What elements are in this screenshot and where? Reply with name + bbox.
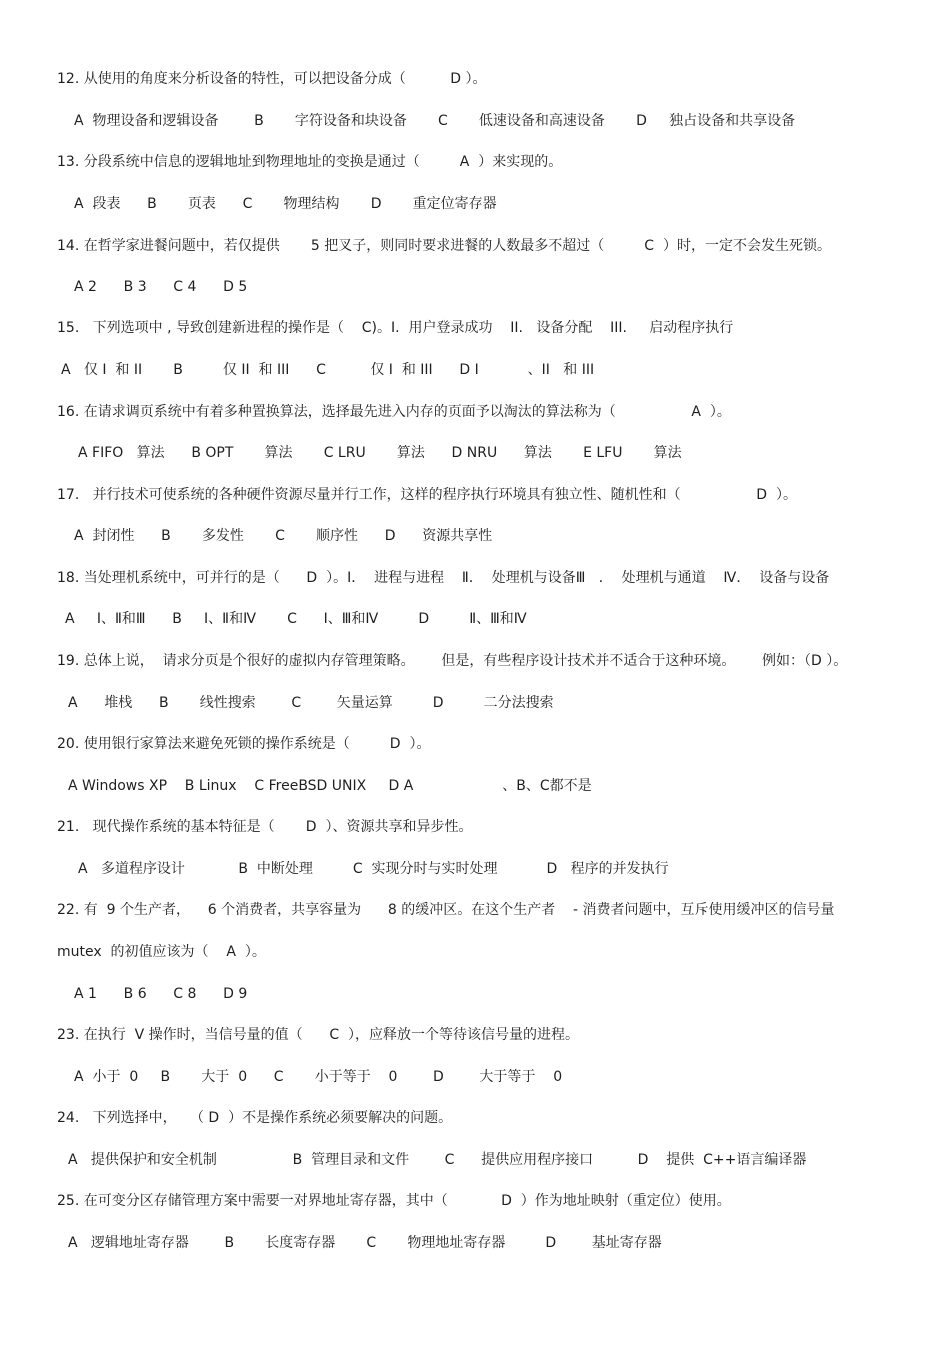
question-13-options: A 段表 B 页表 C 物理结构 D 重定位寄存器 [74,196,497,212]
question-21-stem: 21. 现代操作系统的基本特征是（ D ）、资源共享和异步性。 [57,819,473,835]
question-14-stem: 14. 在哲学家进餐问题中，若仅提供 5 把叉子，则同时要求进餐的人数最多不超过（ C ）时，一定不会发生死锁。 [57,238,831,254]
question-12-stem: 12. 从使用的角度来分析设备的特性，可以把设备分成（ D ）。 [57,71,487,87]
question-22-stem-continued: mutex 的初值应该为（ A ）。 [57,944,266,960]
question-23-stem: 23. 在执行 V 操作时，当信号量的值（ C ），应释放一个等待该信号量的进程。 [57,1027,580,1043]
question-14-options: A 2 B 3 C 4 D 5 [74,279,248,295]
question-15-stem: 15. 下列选项中 , 导致创建新进程的操作是（ C)。I. 用户登录成功 II. 设备分配 III. 启动程序执行 [57,320,734,336]
question-12-options: A 物理设备和逻辑设备 B 字符设备和块设备 C 低速设备和高速设备 D 独占设备和共享设备 [74,113,796,129]
question-21-options: A 多道程序设计 B 中断处理 C 实现分时与实时处理 D 程序的并发执行 [78,861,669,877]
question-25-options: A 逻辑地址寄存器 B 长度寄存器 C 物理地址寄存器 D 基址寄存器 [68,1235,662,1251]
question-22-stem: 22. 有 9 个生产者， 6 个消费者，共享容量为 8 的缓冲区。在这个生产者 - 消费者问题中，互斥使用缓冲区的信号量 [57,902,835,918]
question-25-stem: 25. 在可变分区存储管理方案中需要一对界地址寄存器，其中（ D ）作为地址映射（重定位）使用。 [57,1193,731,1209]
question-19-options: A 堆栈 B 线性搜索 C 矢量运算 D 二分法搜索 [68,695,554,711]
question-15-options: A 仅 I 和 II B 仅 II 和 III C 仅 I 和 III D I 、II 和 III [61,362,595,378]
question-19-stem: 19. 总体上说， 请求分页是个很好的虚拟内存管理策略。 但是，有些程序设计技术并不适合于这种环境。 例如：（D ）。 [57,653,848,669]
question-20-options: A Windows XP B Linux C FreeBSD UNIX D A 、B、C都不是 [68,778,592,794]
question-24-stem: 24. 下列选择中， （ D ）不是操作系统必须要解决的问题。 [57,1110,453,1126]
question-16-stem: 16. 在请求调页系统中有着多种置换算法，选择最先进入内存的页面予以淘汰的算法称为（ A ）。 [57,404,731,420]
question-20-stem: 20. 使用银行家算法来避免死锁的操作系统是（ D ）。 [57,736,431,752]
question-22-options: A 1 B 6 C 8 D 9 [74,986,248,1002]
question-23-options: A 小于 0 B 大于 0 C 小于等于 0 D 大于等于 0 [74,1069,563,1085]
question-17-stem: 17. 并行技术可使系统的各种硬件资源尽量并行工作，这样的程序执行环境具有独立性、随机性和（ D ）。 [57,487,797,503]
question-17-options: A 封闭性 B 多发性 C 顺序性 D 资源共享性 [74,528,493,544]
question-13-stem: 13. 分段系统中信息的逻辑地址到物理地址的变换是通过（ A ）来实现的。 [57,154,563,170]
question-24-options: A 提供保护和安全机制 B 管理目录和文件 C 提供应用程序接口 D 提供 C++语言编译器 [68,1152,807,1168]
question-16-options: A FIFO 算法 B OPT 算法 C LRU 算法 D NRU 算法 E LFU 算法 [78,445,682,461]
question-18-options: A Ⅰ、Ⅱ和Ⅲ B Ⅰ、Ⅱ和Ⅳ C Ⅰ、Ⅲ和Ⅳ D Ⅱ、Ⅲ和Ⅳ [65,611,527,627]
question-18-stem: 18. 当处理机系统中，可并行的是（ D ）。Ⅰ． 进程与进程 Ⅱ． 处理机与设备Ⅲ ． 处理机与通道 Ⅳ． 设备与设备 [57,570,830,586]
